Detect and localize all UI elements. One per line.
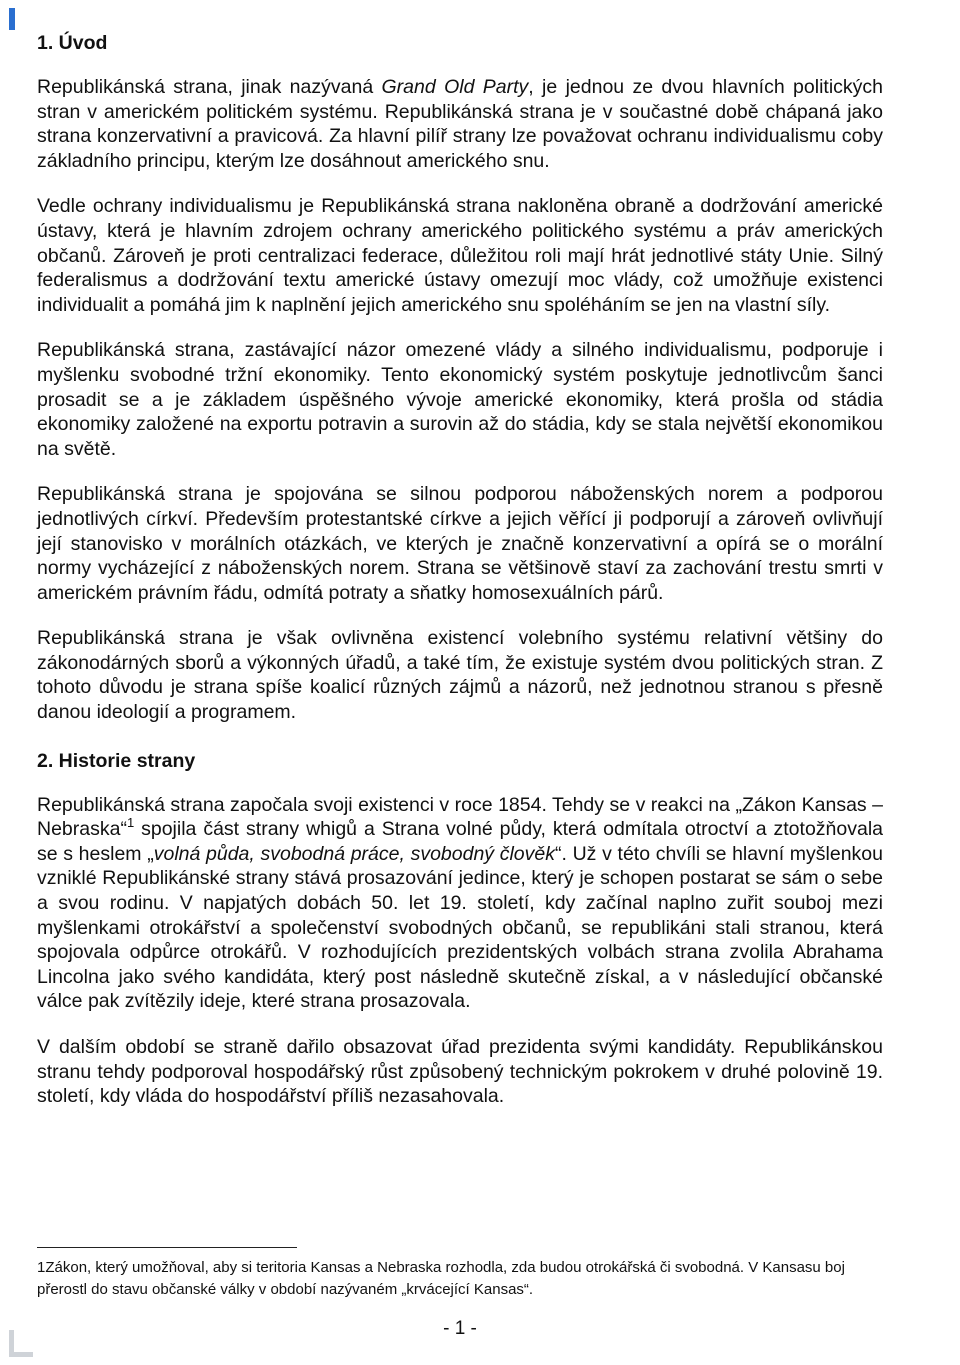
text-run: spojila část strany whigů a Strana volné půdy, která odmítala otroctví a ztotožňovala se s heslem „	[37, 818, 883, 865]
page-corner-accent	[9, 8, 15, 30]
paragraph-intro-3: Republikánská strana, zastávající názor omezené vlády a silného individualismu, podporuje i myšlenku svobodné tržní ekonomiky. Tento ekonomický systém poskytuje jednotlivcům šanci prosadit se a je základem úspěšného vývoje americké ekonomiky, která prošla od stádia ekonomiky založené na exportu potravin a surovin až do stádia, kdy se stala největší ekonomikou na světě.	[37, 339, 883, 460]
paragraph-intro-1	[37, 75, 883, 173]
paragraph-intro-5: Republikánská strana je však ovlivněna existencí volebního systému relativní většiny do zákonodárných sborů a výkonných úřadů, a také tím, že existuje systém dvou politických stran. Z tohoto důvodu je strana spíše koalicí různých zájmů a názorů, než jednotnou stranou s přesně danou ideologií a programem.	[37, 627, 883, 724]
text-run: Republikánská strana započala svoji existenci v roce 1854. Tehdy se v reakci na „Zákon Kansas – Nebraska“	[37, 793, 883, 841]
footnote-separator	[37, 1247, 297, 1248]
document-page	[37, 28, 883, 1130]
paragraph-intro-2: Vedle ochrany individualismu je Republikánská strana nakloněna obraně a dodržování americké ústavy, která je hlavním zdrojem ochrany amerického politického systému a práv amerických občanů. Zároveň je proti centralizaci federace, důležitou roli mají hrát jednotlivé státy Unie. Silný federalismus a dodržování textu americké ústavy omezují moc vlády, což umožňuje existenci individualit a pomáhá jim k naplnění jejich amerického snu spoléháním se jen na vlastní síly.	[37, 195, 883, 316]
footnote-reference[interactable]: 1	[126, 814, 135, 830]
text-run: Republikánská strana, jinak nazývaná	[37, 76, 382, 98]
section-heading-historie: 2. Historie strany	[37, 749, 196, 772]
footnote: 1Zákon, který umožňoval, aby si teritoria Kansas a Nebraska rozhodla, zda budou otrokářská či svobodná. V Kansasu boj přerostl do stavu občanské války v období nazývaném „krvácející Kansas“.	[37, 1259, 845, 1298]
italic-text: Grand Old Party	[381, 76, 529, 98]
paragraph-history-2: V dalším období se straně dařilo obsazovat úřad prezidenta svými kandidáty. Republikánskou stranu tehdy podporoval hospodářský růst způsobený technickým pokrokem v druhé polovině 19. století, kdy vláda do hospodářství příliš nezasahovala.	[37, 1036, 883, 1108]
section-heading-uvod: 1. Úvod	[37, 32, 108, 54]
text-run: , je jednou ze dvou hlavních politických stran v americkém politickém systému. Republikánská strana je v součastné době chápaná jako strana konzervativní a pravicová. Za hlavní pilíř strany lze považovat ochranu individualismu coby základního principu, kterým lze dosáhnout amerického snu.	[37, 76, 884, 172]
page-number: - 1 -	[443, 1318, 477, 1339]
paragraph-intro-4: Republikánská strana je spojována se silnou podporou náboženských norem a podporou jednotlivých církví. Především protestantské církve a jejich věřící ji podporují a zároveň ovlivňují její stanovisko v morálních otázkách, ve kterých je značně konzervativní a opírá se o morální normy vycházející z náboženských norem. Strana se většinově staví za zachování trestu smrti v americkém právním řádu, odmítá potraty a sňatky homosexuálních párů.	[37, 483, 883, 604]
page-corner-mark-horizontal	[9, 1352, 33, 1357]
text-run: “. Už v této chvíli se hlavní myšlenkou vzniklé Republikánské strany stává prosazování jedince, který je schopen postarat se sám o sebe a svou rodinu. V napjatých dobách 50. let 19. století, kdy začínal naplno zuřit souboj mezi myšlenkami otrokářství a společenství svobodných občanů, se republikáni stali stranou, která spojovala odpůrce otrokářů. V rozhodujících prezidentských volbách strana zvolila Abrahama Lincolna jako svého kandidáta, který post následně skutečně získal, a v následující občanské válce pak zvítězily ideje, které strana prosazovala.	[37, 842, 883, 1013]
paragraph-history-1	[37, 793, 883, 1014]
italic-text: volná půda, svobodná práce, svobodný člověk	[153, 842, 556, 865]
